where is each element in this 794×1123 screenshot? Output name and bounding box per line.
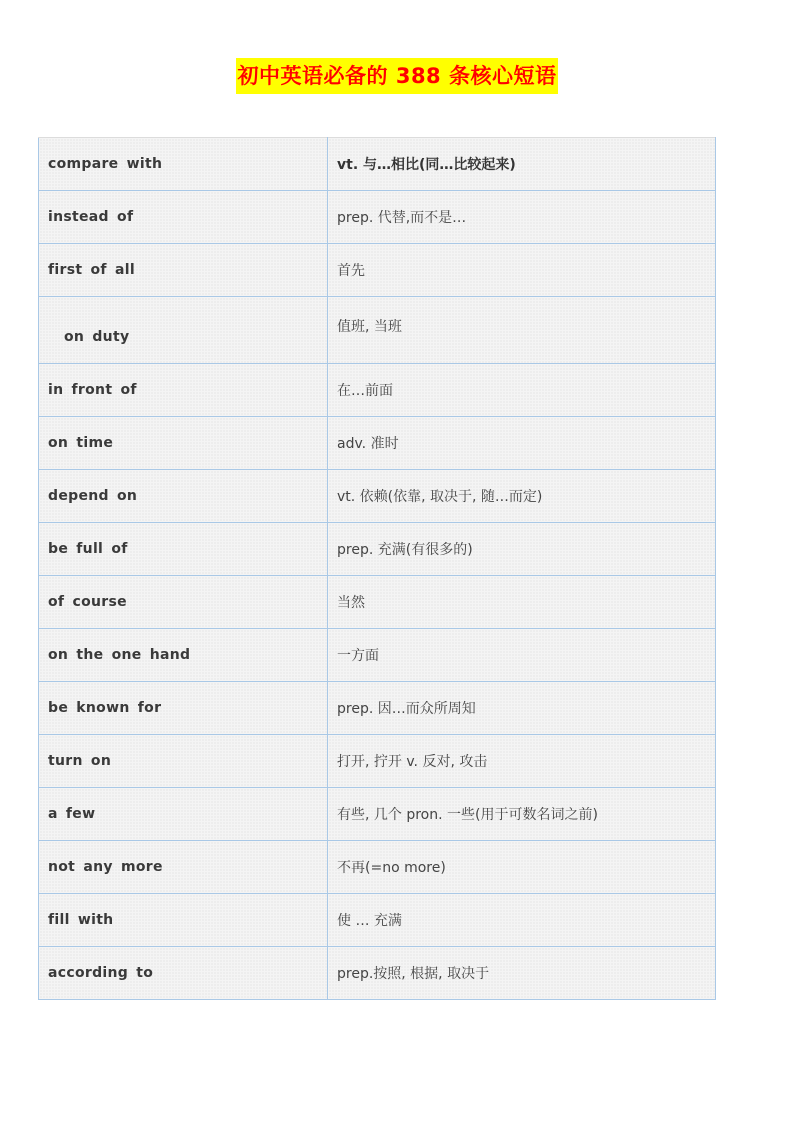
phrase-cell: compare with (39, 138, 328, 191)
meaning-cell: vt. 依赖(依靠, 取决于, 随…而定) (328, 470, 716, 523)
phrase-cell: on the one hand (39, 629, 328, 682)
table-row (39, 735, 716, 788)
phrase-cell: according to (39, 947, 328, 1000)
meaning-cell: 有些, 几个 pron. 一些(用于可数名词之前) (328, 788, 716, 841)
phrase-cell: be known for (39, 682, 328, 735)
phrase-cell: on duty (39, 297, 328, 364)
phrase-cell: not any more (39, 841, 328, 894)
table-row (39, 244, 716, 297)
table-row (39, 947, 716, 1000)
meaning-cell: 在…前面 (328, 364, 716, 417)
table-row (39, 629, 716, 682)
phrase-table (38, 137, 716, 1000)
meaning-cell: 首先 (328, 244, 716, 297)
title-container (0, 58, 794, 94)
phrase-cell: depend on (39, 470, 328, 523)
meaning-cell: 不再(=no more) (328, 841, 716, 894)
meaning-cell: 打开, 拧开 v. 反对, 攻击 (328, 735, 716, 788)
meaning-cell: prep. 充满(有很多的) (328, 523, 716, 576)
table-row (39, 682, 716, 735)
phrase-cell: turn on (39, 735, 328, 788)
table-row (39, 297, 716, 364)
meaning-cell: 值班, 当班 (328, 297, 716, 364)
meaning-cell: 一方面 (328, 629, 716, 682)
phrase-cell: fill with (39, 894, 328, 947)
meaning-cell: 当然 (328, 576, 716, 629)
table-row (39, 364, 716, 417)
table-row (39, 191, 716, 244)
meaning-cell: adv. 准时 (328, 417, 716, 470)
phrase-cell: be full of (39, 523, 328, 576)
phrase-cell: on time (39, 417, 328, 470)
phrase-cell: a few (39, 788, 328, 841)
table-row (39, 417, 716, 470)
meaning-cell: prep. 代替,而不是… (328, 191, 716, 244)
table-row (39, 523, 716, 576)
meaning-cell: 使 … 充满 (328, 894, 716, 947)
phrase-cell: in front of (39, 364, 328, 417)
meaning-cell: vt. 与…相比(同…比较起来) (328, 138, 716, 191)
table-row (39, 470, 716, 523)
phrase-cell: of course (39, 576, 328, 629)
table-row (39, 576, 716, 629)
meaning-cell: prep.按照, 根据, 取决于 (328, 947, 716, 1000)
table-row (39, 841, 716, 894)
phrase-cell: first of all (39, 244, 328, 297)
table-row (39, 894, 716, 947)
page-title: 初中英语必备的 388 条核心短语 (236, 58, 559, 94)
phrase-cell: instead of (39, 191, 328, 244)
meaning-cell: prep. 因…而众所周知 (328, 682, 716, 735)
table-row (39, 138, 716, 191)
table-row (39, 788, 716, 841)
